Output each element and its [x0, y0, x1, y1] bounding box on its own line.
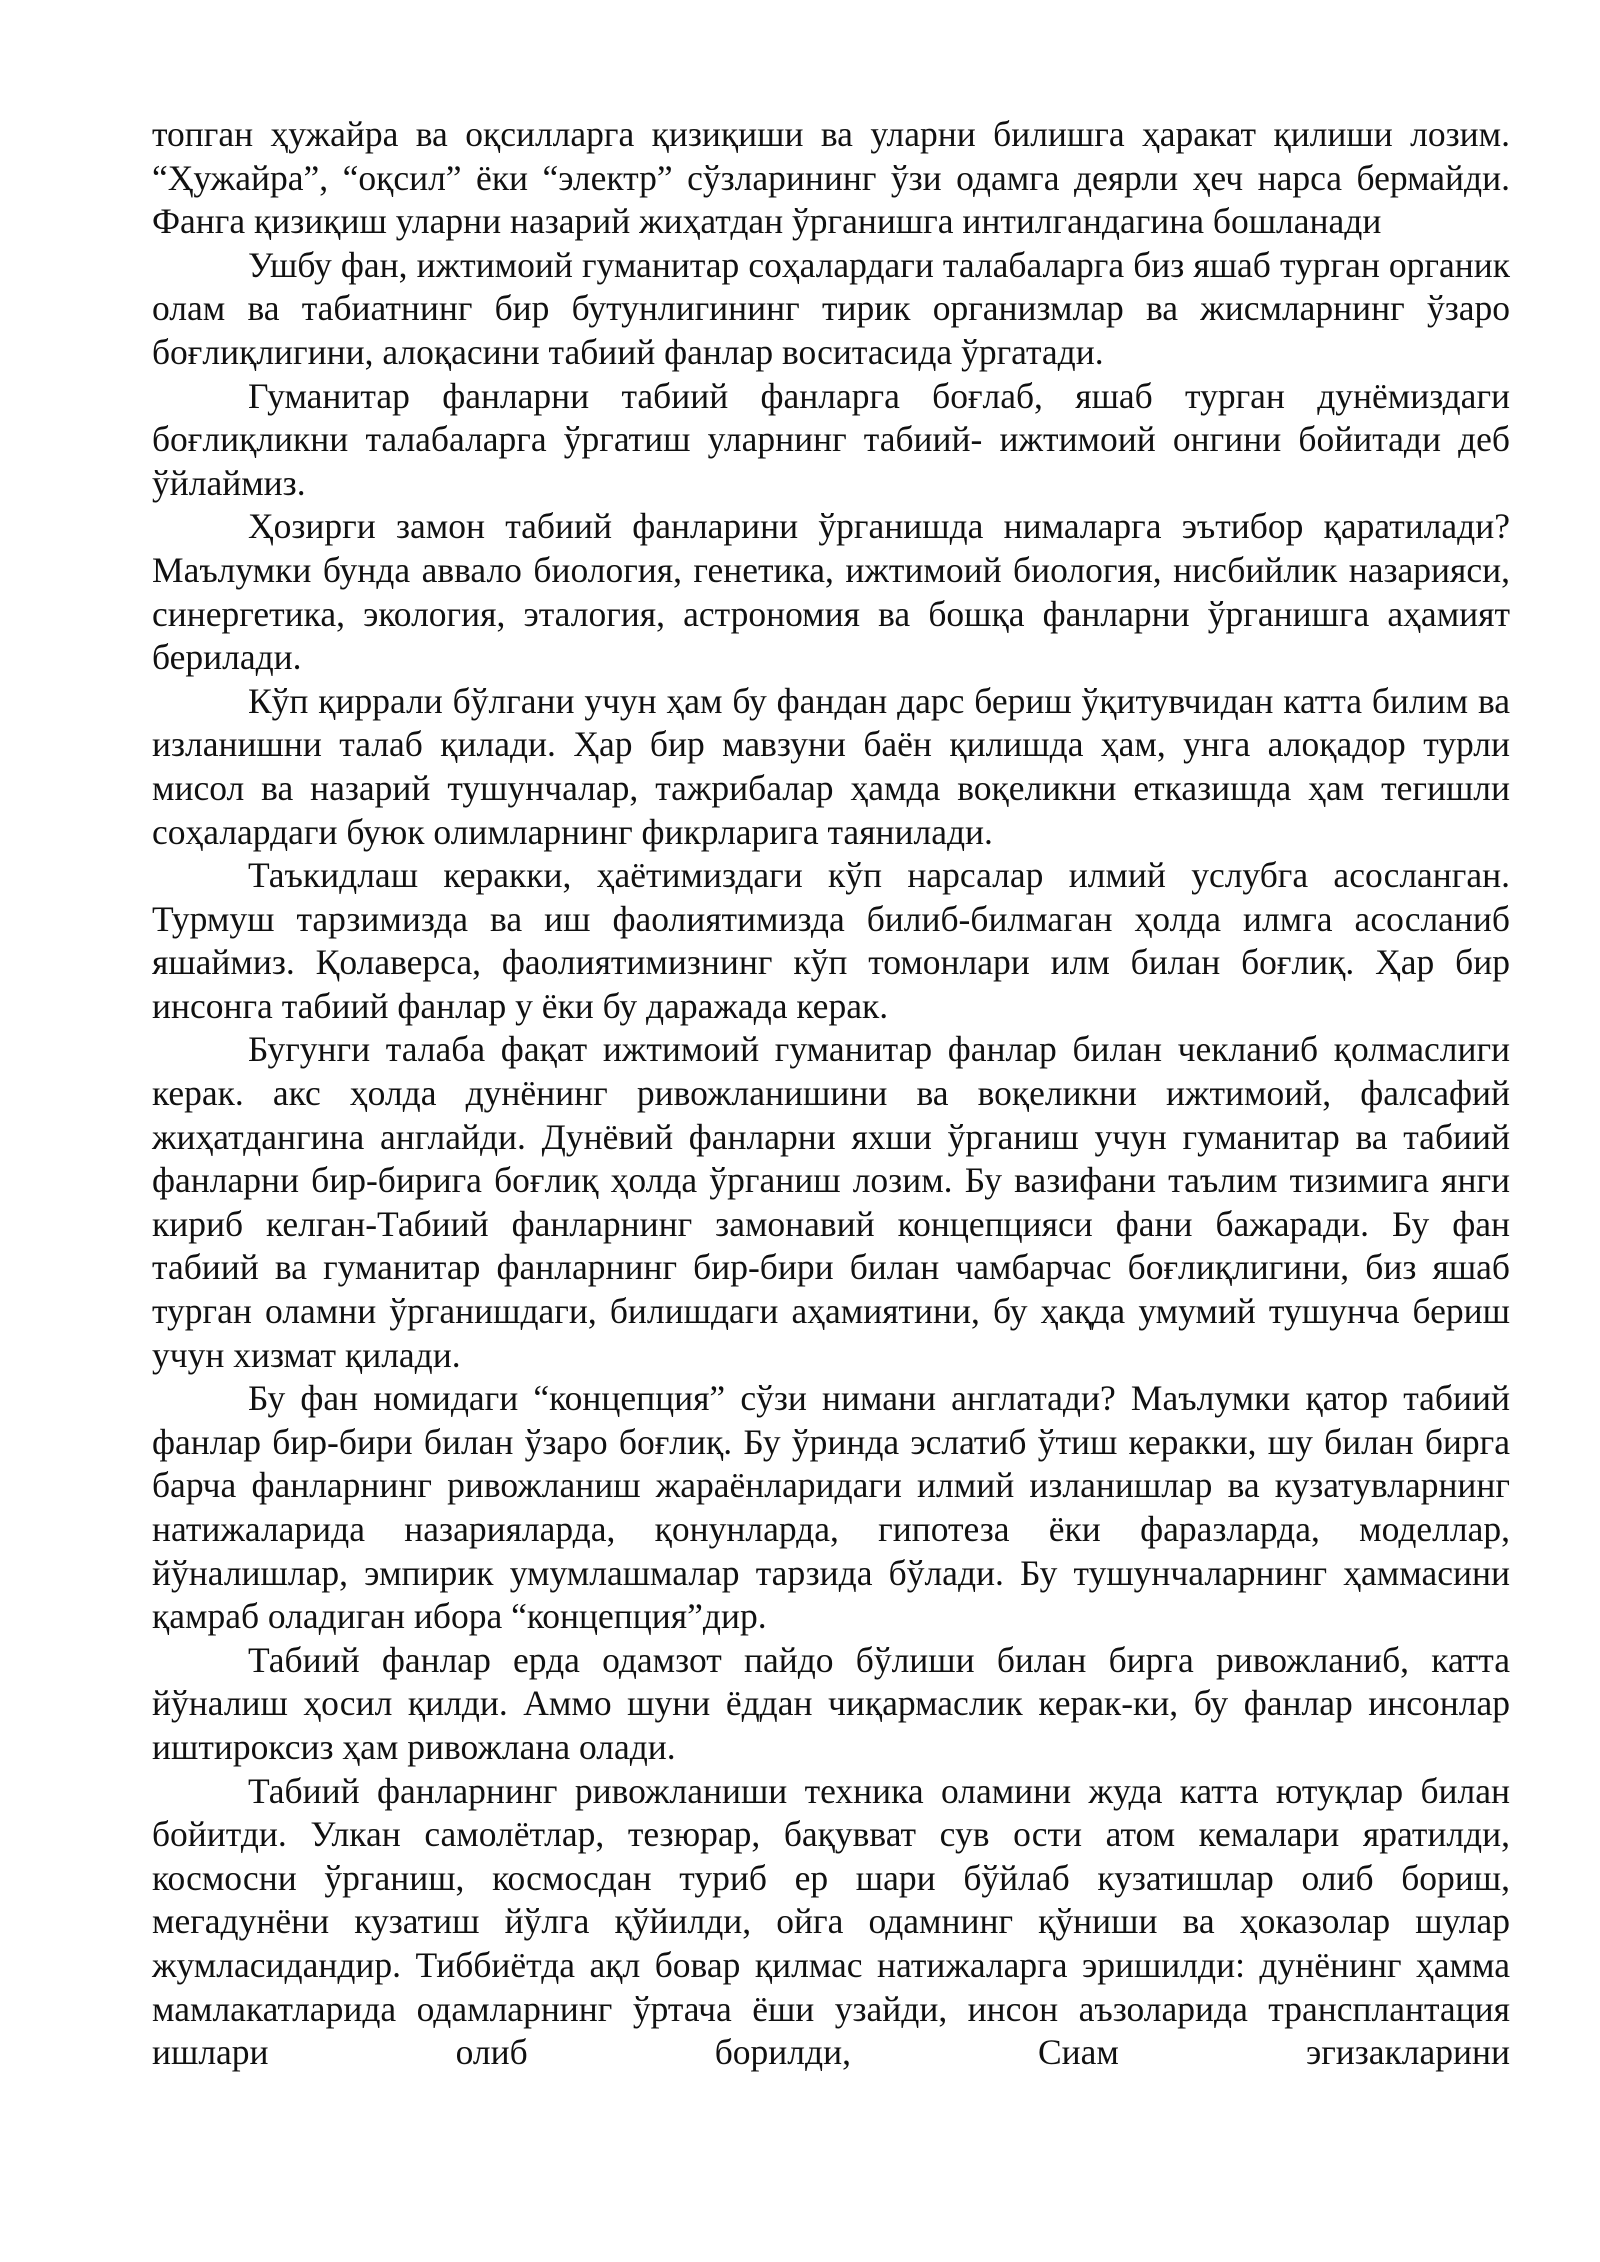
document-page	[152, 113, 1510, 2075]
paragraph-8: Бу фан номидаги “концепция” сўзи нимани англатади? Маълумки қатор табиий фанлар бир-бири билан ўзаро боғлиқ. Бу ўринда эслатиб ўтиш керакки, шу билан бирга барча фанларнинг ривожланиш жараёнларидаги илмий изланишлар ва кузатувларнинг натижаларида назарияларда, қонунларда, гипотеза ёки фаразларда, моделлар, йўналишлар, эмпирик умумлашмалар тарзида бўлади. Бу тушунчаларнинг ҳаммасини қамраб оладиган ибора “концепция”дир.	[152, 1378, 1510, 1637]
paragraph-4: Ҳозирги замон табиий фанларини ўрганишда нималарга эътибор қаратилади? Маълумки бунда аввало биология, генетика, ижтимоий биология, нисбийлик назарияси, синергетика, экология, эталогия, астрономия ва бошқа фанларни ўрганишга аҳамият берилади.	[152, 506, 1510, 678]
paragraph-3: Гуманитар фанларни табиий фанларга боғлаб, яшаб турган дунёмиздаги боғлиқликни талабаларга ўргатиш уларнинг табиий- ижтимоий онгини бойитади деб ўйлаймиз.	[152, 375, 1510, 503]
paragraph-9: Табиий фанлар ерда одамзот пайдо бўлиши билан бирга ривожланиб, катта йўналиш ҳосил қилди. Аммо шуни ёддан чиқармаслик керак-ки, бу фанлар инсонлар иштироксиз ҳам ривожлана олади.	[152, 1639, 1510, 1767]
paragraph-2: Ушбу фан, ижтимоий гуманитар соҳалардаги талабаларга биз яшаб турган органик олам ва табиатнинг бир бутунлигининг тирик организмлар ва жисмларнинг ўзаро боғлиқлигини, алоқасини табиий фанлар воситасида ўргатади.	[152, 244, 1510, 372]
paragraph-6: Таъкидлаш керакки, ҳаётимиздаги кўп нарсалар илмий услубга асосланган. Турмуш тарзимизда ва иш фаолиятимизда билиб-билмаган ҳолда илмга асосланиб яшаймиз. Қолаверса, фаолиятимизнинг кўп томонлари илм билан боғлиқ. Ҳар бир инсонга табиий фанлар у ёки бу даражада керак.	[152, 855, 1510, 1026]
paragraph-1: топган ҳужайра ва оқсилларга қизиқиши ва уларни билишга ҳаракат қилиши лозим. “Ҳужайра”, “оқсил” ёки “электр” сўзларининг ўзи одамга деярли ҳеч нарса бермайди. Фанга қизиқиш уларни назарий жиҳатдан ўрганишга интилгандагина бошланади	[152, 114, 1510, 242]
paragraph-7: Бугунги талаба фақат ижтимоий гуманитар фанлар билан чекланиб қолмаслиги керак. акс ҳолда дунёнинг ривожланишини ва воқеликни ижтимоий, фалсафий жиҳатдангина англайди. Дунёвий фанларни яхши ўрганиш учун гуманитар ва табиий фанларни бир-бирига боғлиқ ҳолда ўрганиш лозим. Бу вазифани таълим тизимига янги кириб келган-Табиий фанларнинг замонавий концепцияси фани бажаради. Бу фан табиий ва гуманитар фанларнинг бир-бири билан чамбарчас боғлиқлигини, биз яшаб турган оламни ўрганишдаги, билишдаги аҳамиятини, бу ҳақда умумий тушунча бериш учун хизмат қилади.	[152, 1029, 1510, 1375]
paragraph-10: Табиий фанларнинг ривожланиши техника оламини жуда катта ютуқлар билан бойитди. Улкан самолётлар, тезюрар, бақувват сув ости атом кемалари яратилди, космосни ўрганиш, космосдан туриб ер шари бўйлаб кузатишлар олиб бориш, мегадунёни кузатиш йўлга қўйилди, ойга одамнинг қўниши ва ҳоказолар шулар жумласидандир. Тиббиётда ақл бовар қилмас натижаларга эришилди: дунёнинг ҳамма мамлакатларида одамларнинг ўртача ёши узайди, инсон аъзоларида трансплантация ишлари олиб борилди, Сиам эгизакларини	[152, 1770, 1510, 2073]
paragraph-5: Кўп қиррали бўлгани учун ҳам бу фандан дарс бериш ўқитувчидан катта билим ва изланишни талаб қилади. Ҳар бир мавзуни баён қилишда ҳам, унга алоқадор турли мисол ва назарий тушунчалар, тажрибалар ҳамда воқеликни етказишда ҳам тегишли соҳалардаги буюк олимларнинг фикрларига таянилади.	[152, 680, 1510, 852]
